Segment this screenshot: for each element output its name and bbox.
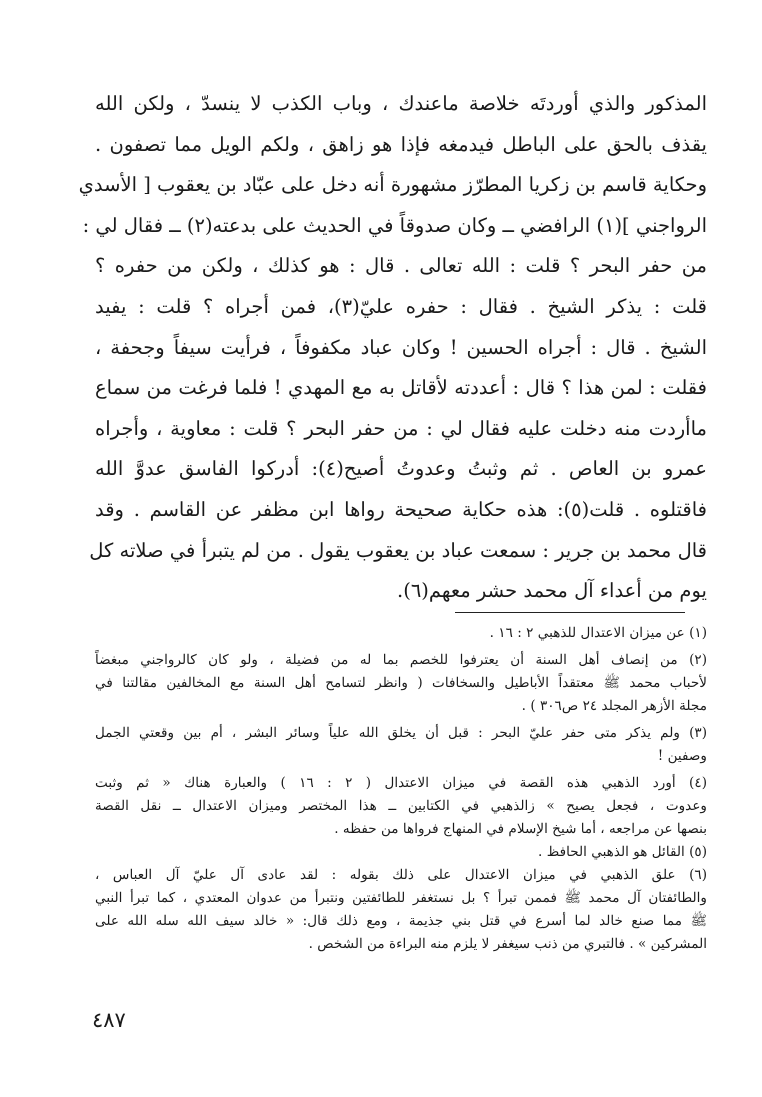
footnote-6 xyxy=(95,864,707,956)
footnote-line: ﷺ مما صنع خالد لما أسرع في قتل بني جذيمة ، ومع ذلك قال: « خالد سيف الله سله الله على xyxy=(95,913,707,929)
main-text-line: فاقتلوه . قلت(٥): هذه حكاية صحيحة رواها ابن مظفر عن القاسم . وقد xyxy=(95,497,707,521)
footnote-line: (١) عن ميزان الاعتدال للذهبي ٢ : ١٦ . xyxy=(489,625,707,641)
main-text-line: المذكور والذي أوردتَه خلاصة ماعندك ، وباب الكذب لا ينسدّ ، ولكن الله xyxy=(95,92,707,115)
main-text-line: الشيخ . قال : أجراه الحسين ! وكان عباد مكفوفاً ، فرأيت سيفاً وجحفة ، xyxy=(95,335,707,359)
main-text-line: وحكاية قاسم بن زكريا المطرّز مشهورة أنه دخل على عبّاد بن يعقوب [ الأسدي xyxy=(78,173,707,197)
footnote-line: (٤) أورد الذهبي هذه القصة في ميزان الاعتدال ( ٢ : ١٦ ) والعبارة هناك « ثم وثبت xyxy=(95,775,707,791)
main-text-line: فقلت : لمن هذا ؟ قال : أعددته لأقاتل به مع المهدي ! فلما فرغت من سماع xyxy=(95,376,707,400)
footnote-line: (٦) علق الذهبي في ميزان الاعتدال على ذلك بقوله : لقد عادى آل عليّ آل العباس ، xyxy=(95,867,707,883)
main-text-line: يقذف بالحق على الباطل فيدمغه فإذا هو زاهق ، ولكم الويل مما تصفون . xyxy=(95,132,707,156)
footnote-line: (٥) القائل هو الذهبي الحافظ . xyxy=(538,844,707,860)
main-text-line: يوم من أعداء آل محمد حشر معهم(٦). xyxy=(397,579,707,603)
main-text-line: قلت : يذكر الشيخ . فقال : حفره عليّ(٣)، فمن أجراه ؟ قلت : يفيد xyxy=(95,294,707,318)
main-text-line: الرواجني ](١) الرافضي ــ وكان صدوقاً في الحديث على بدعته(٢) ــ فقال لي : xyxy=(82,213,707,237)
footnotes-block xyxy=(95,622,707,956)
footnote-line: وصفين ! xyxy=(657,748,707,764)
footnote-4 xyxy=(95,772,707,841)
footnote-5 xyxy=(95,841,707,864)
main-text-block xyxy=(78,84,708,612)
footnote-line: لأحباب محمد ﷺ معتقداً الأباطيل والسخافات ( وانظر لتسامح أهل السنة مع المخالفين مقالتنا في xyxy=(95,675,707,691)
main-text-line: من حفر البحر ؟ قلت : الله تعالى . قال : هو كذلك ، ولكن من حفره ؟ xyxy=(95,254,707,278)
footnote-line: المشركين » . فالتبري من ذنب سيغفر لا يلزم منه البراءة من الشخص . xyxy=(308,936,707,952)
footnote-separator xyxy=(455,612,685,613)
footnote-3 xyxy=(95,722,707,768)
main-text-line: عمرو بن العاص . ثم وثبتُ وعدوتُ أصيح(٤): أدركوا الفاسق عدوَّ الله xyxy=(95,457,708,481)
footnote-line: مجلة الأزهر المجلد ٢٤ ص٣٠٦ ) . xyxy=(521,698,707,714)
footnote-line: (٢) من إنصاف أهل السنة أن يعترفوا للخصم بما له من فضيلة ، ولو كان كالرواجني مبغضاً xyxy=(95,652,707,668)
footnote-line: والطائفتان آل محمد ﷺ فممن تبرأ ؟ بل نستغفر للطائفتين ونتبرأ من عدوان المعتدي ، كما تبرأ النبي xyxy=(95,890,707,906)
footnote-line: (٣) ولم يذكر متى حفر عليّ البحر : قبل أن يخلق الله علياً وسائر البشر ، أم بين وقعتي الجمل xyxy=(95,725,707,741)
footnote-line: وعدوت ، فجعل يصيح » زالذهبي في الكتابين ــ هذا المختصر وميزان الاعتدال ــ نقل القصة xyxy=(95,798,707,814)
main-text-line: قال محمد بن جرير : سمعت عباد بن يعقوب يقول . من لم يتبرأ في صلاته كل xyxy=(89,538,707,562)
main-text-line: ماأردت منه دخلت عليه فقال لي : من حفر البحر ؟ قلت : معاوية ، وأجراه xyxy=(95,416,707,440)
footnote-1 xyxy=(95,622,707,645)
page-number: ٤٨٧ xyxy=(92,1008,126,1032)
footnote-2 xyxy=(95,649,707,718)
footnote-line: بنصها عن مراجعه ، أما شيخ الإسلام في المنهاج فرواها من حفظه . xyxy=(334,821,707,837)
